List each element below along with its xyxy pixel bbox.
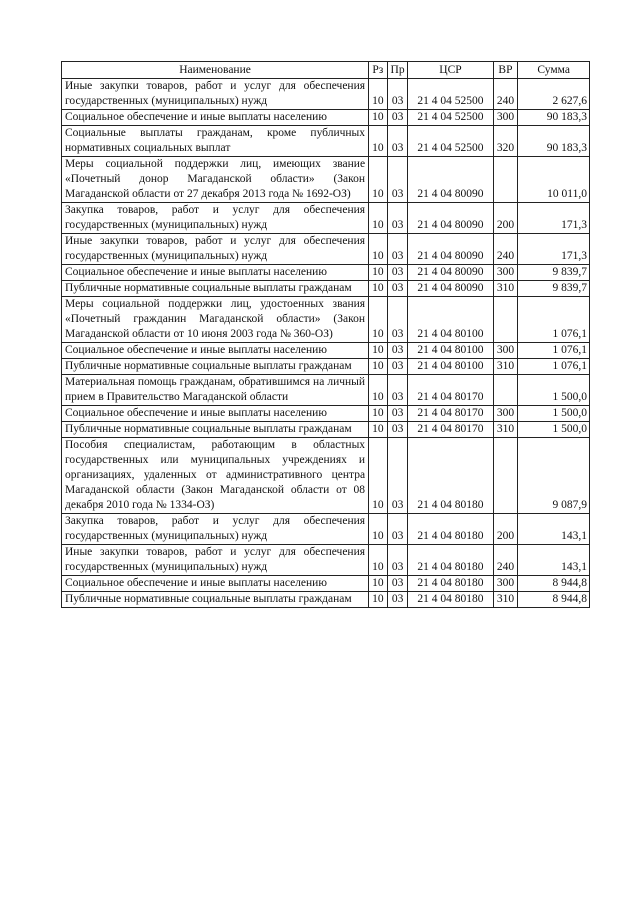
cell-name: Публичные нормативные социальные выплаты гражданам xyxy=(62,592,369,608)
cell-pr: 03 xyxy=(387,576,408,592)
cell-csr: 21 4 04 80180 xyxy=(408,592,493,608)
cell-csr: 21 4 04 52500 xyxy=(408,110,493,126)
cell-sum: 9 839,7 xyxy=(518,265,590,281)
cell-csr: 21 4 04 80100 xyxy=(408,297,493,343)
cell-rz: 10 xyxy=(369,422,388,438)
table-row xyxy=(62,203,590,234)
cell-sum: 8 944,8 xyxy=(518,576,590,592)
cell-csr: 21 4 04 80090 xyxy=(408,157,493,203)
cell-vr: 310 xyxy=(493,592,518,608)
cell-pr: 03 xyxy=(387,126,408,157)
cell-pr: 03 xyxy=(387,110,408,126)
cell-pr: 03 xyxy=(387,592,408,608)
cell-name: Закупка товаров, работ и услуг для обеспечения государственных (муниципальных) нужд xyxy=(62,203,369,234)
cell-csr: 21 4 04 80170 xyxy=(408,422,493,438)
table-body xyxy=(62,79,590,608)
cell-name: Социальные выплаты гражданам, кроме публичных нормативных социальных выплат xyxy=(62,126,369,157)
cell-rz: 10 xyxy=(369,375,388,406)
cell-vr: 240 xyxy=(493,79,518,110)
cell-pr: 03 xyxy=(387,234,408,265)
table-row xyxy=(62,265,590,281)
cell-rz: 10 xyxy=(369,79,388,110)
cell-rz: 10 xyxy=(369,545,388,576)
cell-name: Меры социальной поддержки лиц, имеющих звание «Почетный донор Магаданской области» (Закон Магаданской области от 27 декабря 2013 года № 1692-ОЗ) xyxy=(62,157,369,203)
cell-pr: 03 xyxy=(387,359,408,375)
cell-vr: 200 xyxy=(493,203,518,234)
table-row xyxy=(62,110,590,126)
cell-pr: 03 xyxy=(387,545,408,576)
cell-vr: 240 xyxy=(493,234,518,265)
cell-sum: 1 076,1 xyxy=(518,297,590,343)
cell-sum: 1 500,0 xyxy=(518,406,590,422)
cell-rz: 10 xyxy=(369,359,388,375)
table-row xyxy=(62,514,590,545)
cell-name: Публичные нормативные социальные выплаты гражданам xyxy=(62,281,369,297)
table-row xyxy=(62,576,590,592)
header-pr: Пр xyxy=(387,62,408,79)
cell-vr: 300 xyxy=(493,343,518,359)
cell-pr: 03 xyxy=(387,157,408,203)
table-row xyxy=(62,592,590,608)
table-row xyxy=(62,281,590,297)
cell-sum: 1 500,0 xyxy=(518,375,590,406)
cell-csr: 21 4 04 80170 xyxy=(408,406,493,422)
cell-rz: 10 xyxy=(369,297,388,343)
cell-sum: 1 500,0 xyxy=(518,422,590,438)
cell-rz: 10 xyxy=(369,265,388,281)
table-row xyxy=(62,422,590,438)
header-name: Наименование xyxy=(62,62,369,79)
cell-name: Меры социальной поддержки лиц, удостоенных звания «Почетный гражданин Магаданской области» (Закон Магаданской области от 10 июня 2003 года № 360-ОЗ) xyxy=(62,297,369,343)
cell-vr xyxy=(493,157,518,203)
cell-sum: 8 944,8 xyxy=(518,592,590,608)
cell-sum: 90 183,3 xyxy=(518,110,590,126)
cell-rz: 10 xyxy=(369,343,388,359)
cell-csr: 21 4 04 80090 xyxy=(408,281,493,297)
document-page xyxy=(61,61,590,608)
table-row xyxy=(62,126,590,157)
cell-csr: 21 4 04 80090 xyxy=(408,234,493,265)
table-row xyxy=(62,359,590,375)
cell-rz: 10 xyxy=(369,110,388,126)
cell-pr: 03 xyxy=(387,265,408,281)
cell-vr: 300 xyxy=(493,406,518,422)
cell-vr xyxy=(493,375,518,406)
cell-pr: 03 xyxy=(387,203,408,234)
table-row xyxy=(62,79,590,110)
cell-pr: 03 xyxy=(387,343,408,359)
cell-name: Закупка товаров, работ и услуг для обеспечения государственных (муниципальных) нужд xyxy=(62,514,369,545)
cell-pr: 03 xyxy=(387,375,408,406)
table-row xyxy=(62,234,590,265)
table-header-row xyxy=(62,62,590,79)
cell-vr: 310 xyxy=(493,359,518,375)
cell-name: Публичные нормативные социальные выплаты гражданам xyxy=(62,422,369,438)
cell-sum: 143,1 xyxy=(518,514,590,545)
cell-vr: 200 xyxy=(493,514,518,545)
header-vr: ВР xyxy=(493,62,518,79)
cell-csr: 21 4 04 80180 xyxy=(408,576,493,592)
cell-rz: 10 xyxy=(369,592,388,608)
table-row xyxy=(62,297,590,343)
cell-vr: 240 xyxy=(493,545,518,576)
table-row xyxy=(62,343,590,359)
table-row xyxy=(62,438,590,514)
budget-table xyxy=(61,61,590,608)
table-row xyxy=(62,157,590,203)
cell-sum: 1 076,1 xyxy=(518,343,590,359)
cell-csr: 21 4 04 80180 xyxy=(408,438,493,514)
cell-csr: 21 4 04 80100 xyxy=(408,359,493,375)
cell-sum: 1 076,1 xyxy=(518,359,590,375)
cell-rz: 10 xyxy=(369,281,388,297)
cell-rz: 10 xyxy=(369,576,388,592)
cell-vr: 300 xyxy=(493,110,518,126)
cell-rz: 10 xyxy=(369,234,388,265)
cell-name: Социальное обеспечение и иные выплаты населению xyxy=(62,576,369,592)
cell-vr: 320 xyxy=(493,126,518,157)
cell-csr: 21 4 04 52500 xyxy=(408,126,493,157)
cell-name: Публичные нормативные социальные выплаты гражданам xyxy=(62,359,369,375)
cell-name: Социальное обеспечение и иные выплаты населению xyxy=(62,406,369,422)
cell-sum: 143,1 xyxy=(518,545,590,576)
cell-sum: 9 087,9 xyxy=(518,438,590,514)
cell-name: Иные закупки товаров, работ и услуг для обеспечения государственных (муниципальных) нужд xyxy=(62,545,369,576)
cell-rz: 10 xyxy=(369,157,388,203)
table-row xyxy=(62,545,590,576)
cell-pr: 03 xyxy=(387,406,408,422)
cell-csr: 21 4 04 80180 xyxy=(408,545,493,576)
cell-csr: 21 4 04 80090 xyxy=(408,203,493,234)
cell-vr: 310 xyxy=(493,281,518,297)
cell-csr: 21 4 04 52500 xyxy=(408,79,493,110)
cell-csr: 21 4 04 80100 xyxy=(408,343,493,359)
table-row xyxy=(62,375,590,406)
cell-pr: 03 xyxy=(387,79,408,110)
cell-vr: 300 xyxy=(493,576,518,592)
cell-name: Иные закупки товаров, работ и услуг для обеспечения государственных (муниципальных) нужд xyxy=(62,234,369,265)
header-csr: ЦСР xyxy=(408,62,493,79)
cell-vr xyxy=(493,297,518,343)
cell-rz: 10 xyxy=(369,438,388,514)
cell-rz: 10 xyxy=(369,406,388,422)
cell-name: Материальная помощь гражданам, обратившимся на личный прием в Правительство Магаданской области xyxy=(62,375,369,406)
cell-pr: 03 xyxy=(387,422,408,438)
header-rz: Рз xyxy=(369,62,388,79)
cell-name: Иные закупки товаров, работ и услуг для обеспечения государственных (муниципальных) нужд xyxy=(62,79,369,110)
cell-csr: 21 4 04 80170 xyxy=(408,375,493,406)
cell-pr: 03 xyxy=(387,281,408,297)
table-row xyxy=(62,406,590,422)
cell-rz: 10 xyxy=(369,203,388,234)
cell-pr: 03 xyxy=(387,297,408,343)
cell-name: Пособия специалистам, работающим в областных государственных или муниципальных учреждениях и организациях, удаленных от административного центра Магаданской области (Закон Магаданской области от 08 декабря 2010 года № 1334-ОЗ) xyxy=(62,438,369,514)
cell-sum: 171,3 xyxy=(518,203,590,234)
cell-rz: 10 xyxy=(369,514,388,545)
cell-vr xyxy=(493,438,518,514)
cell-sum: 90 183,3 xyxy=(518,126,590,157)
cell-vr: 310 xyxy=(493,422,518,438)
cell-rz: 10 xyxy=(369,126,388,157)
cell-csr: 21 4 04 80180 xyxy=(408,514,493,545)
cell-csr: 21 4 04 80090 xyxy=(408,265,493,281)
cell-sum: 9 839,7 xyxy=(518,281,590,297)
cell-name: Социальное обеспечение и иные выплаты населению xyxy=(62,110,369,126)
cell-sum: 2 627,6 xyxy=(518,79,590,110)
cell-pr: 03 xyxy=(387,438,408,514)
cell-vr: 300 xyxy=(493,265,518,281)
cell-pr: 03 xyxy=(387,514,408,545)
cell-name: Социальное обеспечение и иные выплаты населению xyxy=(62,343,369,359)
header-sum: Сумма xyxy=(518,62,590,79)
cell-name: Социальное обеспечение и иные выплаты населению xyxy=(62,265,369,281)
cell-sum: 171,3 xyxy=(518,234,590,265)
cell-sum: 10 011,0 xyxy=(518,157,590,203)
